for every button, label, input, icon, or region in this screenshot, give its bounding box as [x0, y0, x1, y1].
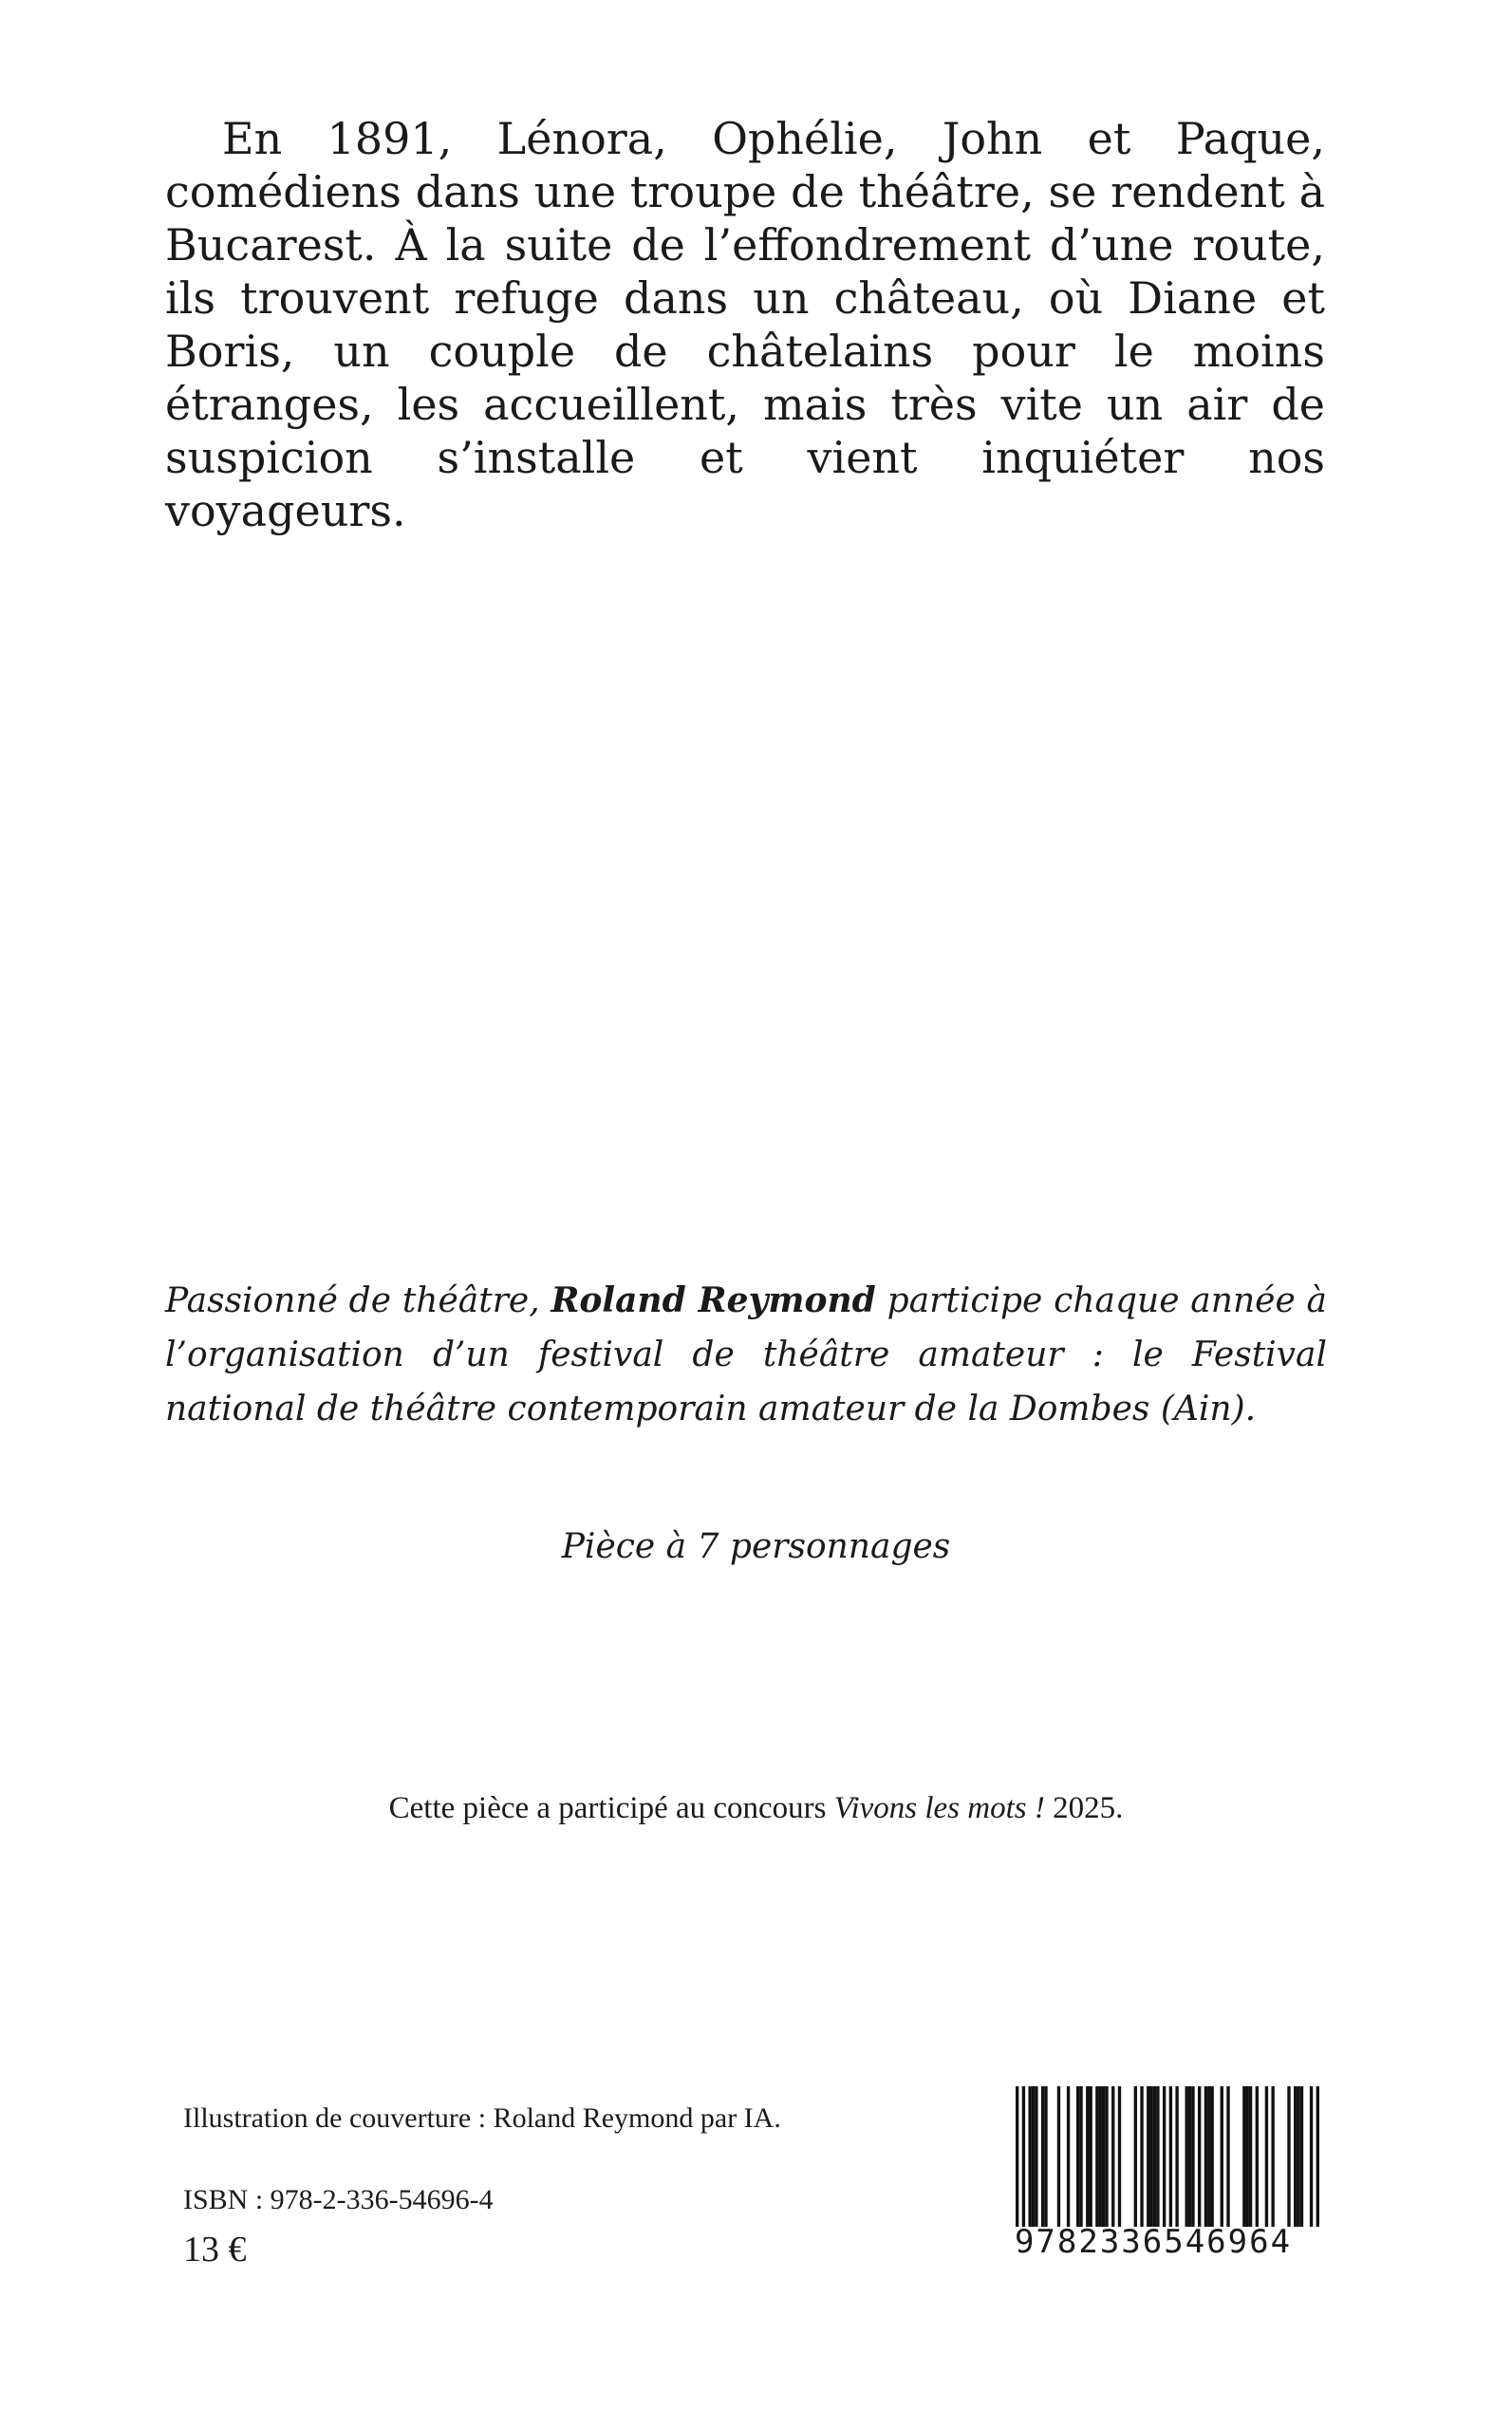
barcode-bar — [1246, 2086, 1249, 2227]
barcode-bar — [1156, 2086, 1159, 2227]
barcode-bar — [1198, 2086, 1201, 2227]
contest-note-intro: Cette pièce a participé au concours — [388, 1791, 834, 1825]
barcode-bar — [1095, 2086, 1098, 2227]
barcode-bar — [1016, 2086, 1018, 2227]
barcode-bar — [1242, 2086, 1245, 2227]
barcode-bar — [1076, 2086, 1079, 2227]
barcode-digits: 9782336546964 — [1014, 2223, 1293, 2261]
barcode-bar — [1134, 2086, 1137, 2227]
barcode-bar — [1105, 2086, 1108, 2227]
author-bio — [165, 1274, 1327, 1436]
barcode-bar — [1118, 2086, 1121, 2227]
barcode-bar — [1265, 2086, 1268, 2227]
back-cover-summary: En 1891, Lénora, Ophélie, John et Paque, comédiens dans une troupe de théâtre, se rendent à Bucarest. À la suite de l’effondrement d’une route, ils trouvent refuge dans un château, où Diane et Boris, un couple de châtelains pour le moins étranges, les accueillent, mais très vite un air de suspicion s’installe et vient inquiéter nos voyageurs. — [165, 113, 1325, 536]
barcode-bars — [1016, 2086, 1319, 2227]
barcode-bar — [1057, 2086, 1060, 2227]
author-name: Roland Reymond — [551, 1280, 876, 1320]
barcode-bar — [1310, 2086, 1313, 2227]
barcode-bar — [1191, 2086, 1194, 2227]
barcode-bar — [1300, 2086, 1303, 2227]
barcode-bar — [1089, 2086, 1092, 2227]
barcode-bar — [1102, 2086, 1105, 2227]
barcode-bar — [1207, 2086, 1210, 2227]
contest-title: Vivons les mots ! — [833, 1791, 1045, 1825]
barcode-bar — [1256, 2086, 1259, 2227]
barcode-bar — [1153, 2086, 1156, 2227]
barcode-bar — [1163, 2086, 1166, 2227]
barcode-bar — [1204, 2086, 1207, 2227]
barcode-bar — [1188, 2086, 1191, 2227]
barcode-bar — [1086, 2086, 1089, 2227]
barcode — [978, 2086, 1329, 2267]
barcode-bar — [1185, 2086, 1188, 2227]
barcode-bar — [1287, 2086, 1290, 2227]
price: 13 € — [183, 2230, 247, 2269]
cover-credit: Illustration de couverture : Roland Reymond par IA. — [183, 2102, 781, 2134]
barcode-bar — [1041, 2086, 1044, 2227]
barcode-bar — [1140, 2086, 1143, 2227]
barcode-bar — [1028, 2086, 1031, 2227]
author-bio-rest: participe chaque année à l’organisation d’un festival de théâtre amateur : le Festival national de théâtre contemporain amateur de la Dombes (Ain). — [165, 1281, 1328, 1429]
barcode-bar — [1067, 2086, 1070, 2227]
contest-note — [0, 1787, 1512, 1829]
barcode-bar — [1022, 2086, 1025, 2227]
isbn: ISBN : 978-2-336-54696-4 — [183, 2184, 494, 2215]
contest-year: 2025. — [1044, 1791, 1124, 1825]
barcode-bar — [1111, 2086, 1114, 2227]
barcode-bar — [1079, 2086, 1082, 2227]
barcode-bar — [1316, 2086, 1319, 2227]
barcode-bar — [1035, 2086, 1037, 2227]
barcode-bar — [1294, 2086, 1297, 2227]
barcode-bar — [1147, 2086, 1149, 2227]
barcode-bar — [1297, 2086, 1299, 2227]
barcode-bar — [1032, 2086, 1035, 2227]
barcode-bar — [1210, 2086, 1213, 2227]
barcode-bar — [1044, 2086, 1047, 2227]
barcode-bar — [1149, 2086, 1152, 2227]
barcode-bar — [1169, 2086, 1172, 2227]
barcode-bar — [1249, 2086, 1252, 2227]
barcode-bar — [1226, 2086, 1229, 2227]
barcode-bar — [1175, 2086, 1178, 2227]
barcode-bar — [1221, 2086, 1223, 2227]
barcode-bar — [1271, 2086, 1274, 2227]
cast-count: Pièce à 7 personnages — [561, 1527, 951, 1566]
author-bio-intro: Passionné de théâtre, — [165, 1281, 551, 1320]
barcode-bar — [1099, 2086, 1102, 2227]
